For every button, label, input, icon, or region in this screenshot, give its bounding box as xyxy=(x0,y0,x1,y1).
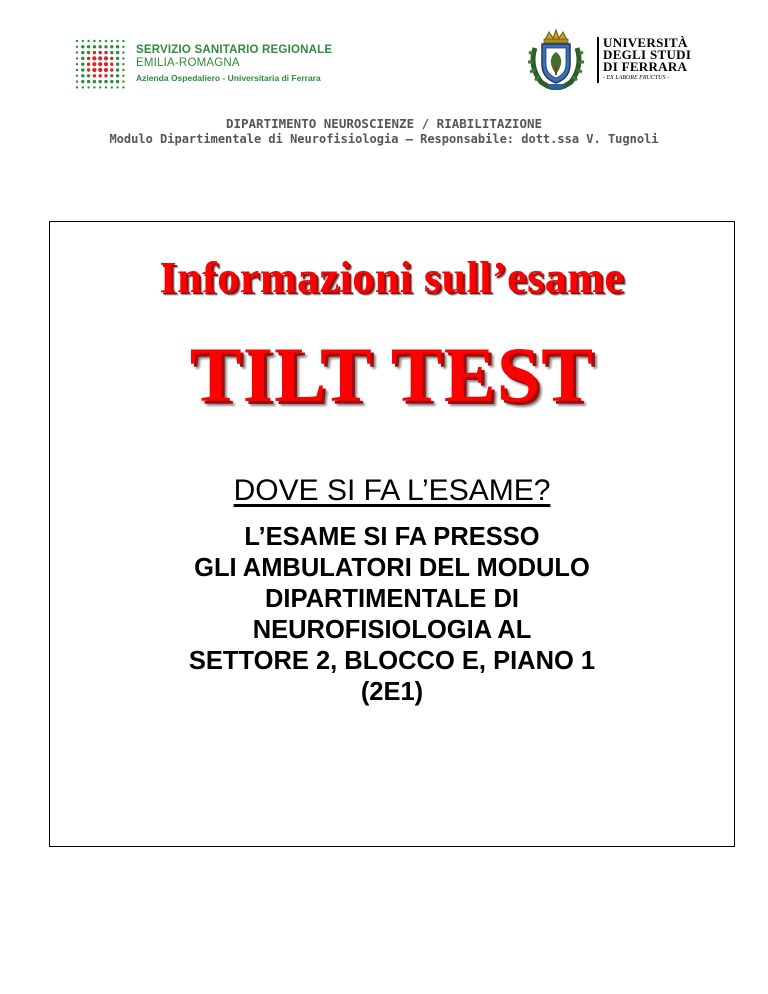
ssr-logo-line3: Azienda Ospedaliero - Universitaria di Ferrara xyxy=(136,73,321,83)
answer-line: (2E1) xyxy=(360,678,424,706)
university-seal-icon xyxy=(525,26,587,90)
department-title: DIPARTIMENTO NEUROSCIENZE / RIABILITAZIONE xyxy=(225,116,543,131)
ssr-logo-line1: SERVIZIO SANITARIO REGIONALE xyxy=(136,44,333,56)
answer-line: NEUROFISIOLOGIA AL xyxy=(252,616,532,644)
module-subtitle: Modulo Dipartimentale di Neurofisiologia – Responsabile: dott.ssa V. Tugnoli xyxy=(109,132,659,146)
ssr-logo xyxy=(74,38,344,90)
page-title: Informazioni sull’esame xyxy=(159,253,625,302)
answer-line: DIPARTIMENTALE DI xyxy=(264,585,520,613)
answer-line: SETTORE 2, BLOCCO E, PIANO 1 xyxy=(188,647,596,675)
answer-text xyxy=(50,522,734,708)
info-box xyxy=(49,221,735,847)
ssr-logo-line2: EMILIA-ROMAGNA xyxy=(136,57,240,69)
unife-motto: - EX LABORE FRUCTUS - xyxy=(603,75,669,81)
unife-line3: DI FERRARA xyxy=(603,59,688,74)
ssr-dot-grid-icon xyxy=(74,38,126,90)
answer-line: L’ESAME SI FA PRESSO xyxy=(244,523,540,551)
unife-logo-text xyxy=(597,37,691,83)
unife-line2: DEGLI STUDI xyxy=(603,47,692,62)
unife-logo xyxy=(525,26,705,90)
ssr-logo-text xyxy=(136,44,332,84)
question-heading: DOVE SI FA L’ESAME? xyxy=(233,474,551,507)
answer-line: GLI AMBULATORI DEL MODULO xyxy=(194,554,590,582)
unife-line1: UNIVERSITÀ xyxy=(603,35,688,50)
exam-name: TILT TEST xyxy=(189,331,595,418)
